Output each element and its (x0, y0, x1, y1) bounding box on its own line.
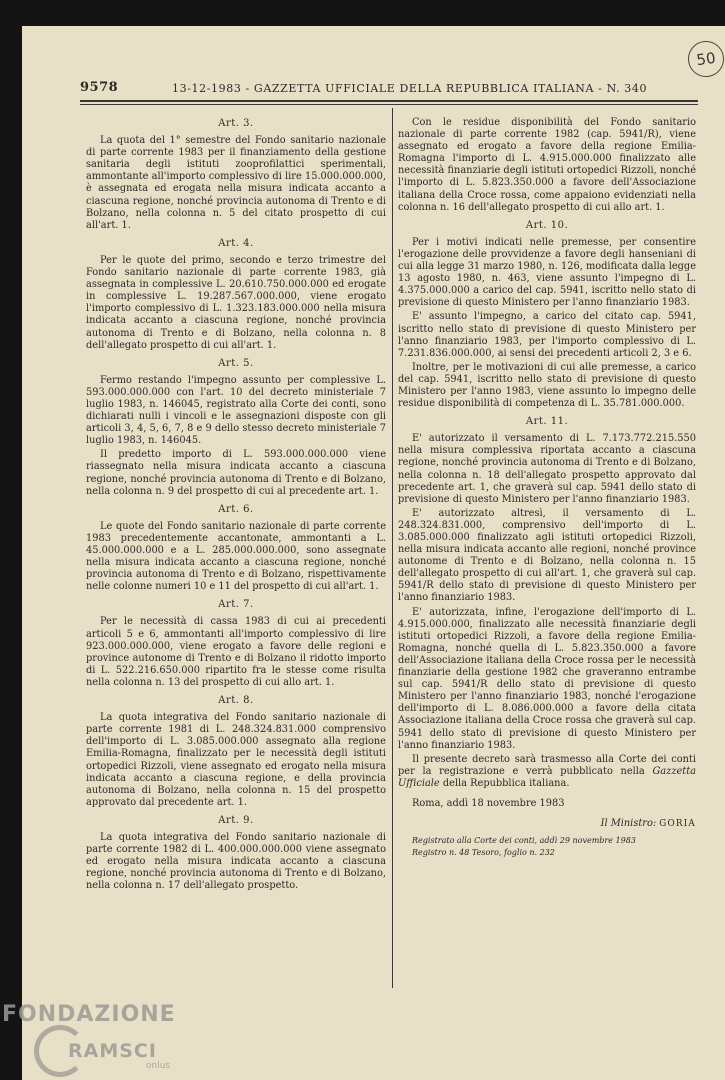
article-paragraph: Con le residue disponibilità del Fondo sanitario nazionale di parte corrente 1982 (cap. 5941/R), viene assegnato ed erogato a favore della regione Emilia-Romagna l'importo di L. 4.915.000.000 finalizzato alle necessità finanziarie degli istituti ortopedici Rizzoli, nonché l'importo di L. 5.823.350.000 a favore dell'Associazione italiana della Croce rossa, come appaiono evidenziati nella colonna n. 16 dell'allegato prospetto di cui allo art. 1. (398, 117, 696, 213)
article-paragraph: Il predetto importo di L. 593.000.000.000 viene riassegnato nella misura indicata accanto a ciascuna regione, nonché provincia autonoma di Trento e di Bolzano, nella colonna n. 9 del prospetto di cui al precedente art. 1. (86, 449, 386, 497)
article-heading: Art. 11. (525, 416, 569, 428)
article-heading: Art. 6. (218, 503, 254, 515)
article-heading: Art. 8. (218, 695, 254, 707)
article-heading: Art. 10. (525, 219, 569, 231)
header-rule-thin (80, 104, 698, 105)
minister-name: GORIA (659, 819, 696, 830)
article-heading: Art. 7. (218, 599, 254, 611)
right-column (398, 117, 696, 860)
article-paragraph: La quota del 1° semestre del Fondo sanitario nazionale di parte corrente 1983 per il finanziamento della gestione sanitaria degli istituti zooprofilattici sperimentali, ammontante all'importo complessivo di lire 15.000.000.000, è assegnata ed erogata nella misura indicata accanto a ciascuna regione, nonché provincia autonoma di Trento e di Bolzano, nella colonna n. 5 del citato prospetto di cui all'art. 1. (86, 135, 386, 231)
article-paragraph: Le quote del Fondo sanitario nazionale di parte corrente 1983 precedentemente accantonate, ammontanti a L. 45.000.000.000 e a L. 285.000.000.000, sono assegnate nella misura indicata accanto a ciascuna regione, nonché provincia autonoma di Trento e di Bolzano, rispettivamente nelle colonne numeri 10 e 11 del prospetto di cui all'art. 1. (86, 520, 386, 593)
closing-paragraph (398, 754, 696, 790)
page-number: 9578 (80, 80, 119, 95)
page-header (80, 78, 698, 96)
article-paragraph: Inoltre, per le motivazioni di cui alle premesse, a carico del cap. 5941, iscritto nello stato di previsione di questo Ministero per l'anno 1983, viene assunto lo impegno delle residue disponibilità di competenza di L. 35.781.000.000. (398, 361, 696, 410)
article-paragraph: Fermo restando l'impegno assunto per complessive L. 593.000.000.000 con l'art. 10 del decreto ministeriale 7 luglio 1983, n. 146045, registrato alla Corte dei conti, sono dichiarati nulli i vincoli e le assegnazioni disposte con gli articoli 3, 4, 5, 6, 7, 8 e 9 dello stesso decreto ministeriale 7 luglio 1983, n. 146045. (86, 374, 386, 447)
signing-date: Roma, addì 18 novembre 1983 (412, 797, 565, 809)
column-divider (392, 108, 393, 988)
article-paragraph: E' autorizzato altresì, il versamento di L. 248.324.831.000, comprensivo dell'importo di L. 3.085.000.000 finalizzato agli istituti ortopedici Rizzoli, nella misura indicata accanto alle regioni, nonché province autonome di Trento e di Bolzano, nella colonna n. 15 dell'allegato prospetto di cui all'art. 1, che graverà sul cap. 5941/R dello stato di previsione di questo Ministero per l'anno finanziario 1983. (398, 507, 696, 604)
article-heading: Art. 4. (218, 237, 254, 249)
minister-signature (398, 818, 696, 830)
article-paragraph: Per le quote del primo, secondo e terzo trimestre del Fondo sanitario nazionale di parte corrente 1983, già assegnata in complessive L. 20.610.750.000.000 ed erogate in complessive L. 19.287.567.000.000, viene erogato l'importo complessivo di L. 1.323.183.000.000 nella misura indicata accanto a ciascuna regione, nonché provincia autonoma di Trento e di Bolzano, nella colonna n. 8 dell'allegato prospetto di cui all'art. 1. (86, 254, 386, 351)
article-heading: Art. 5. (218, 357, 254, 369)
header-rule (80, 100, 698, 102)
left-column (86, 118, 386, 894)
article-paragraph: Per le necessità di cassa 1983 di cui ai precedenti articoli 5 e 6, ammontanti all'importo complessivo di lire 923.000.000.000, viene erogato a favore delle regioni e province autonome di Trento e di Bolzano il ridotto importo di L. 522.216.650.000 ripartito fra le stesse come risulta nella colonna n. 13 del prospetto di cui allo art. 1. (86, 616, 386, 688)
article-paragraph: E' autorizzata, infine, l'erogazione dell'importo di L. 4.915.000.000, finalizzato alle necessità finanziarie degli istituti ortopedici Rizzoli, a favore della regione Emilia-Romagna, nonché quella di L. 5.823.350.000 a favore dell'Associazione italiana della Croce rossa per le necessità finanziarie della gestione 1982 che graveranno entrambe sul cap. 5941/R dello stato di previsione di questo Ministero per l'anno finanziario 1983, nonché l'erogazione dell'importo di L. 8.086.000.000 a favore della citata Associazione italiana della Croce rossa che graverà sul cap. 5941 dello stato di previsione di questo Ministero per l'anno finanziario 1983. (398, 606, 696, 751)
article-paragraph: E' autorizzato il versamento di L. 7.173.772.215.550 nella misura complessiva riportata accanto a ciascuna regione, nonché provincia autonoma di Trento e di Bolzano, nella colonna n. 18 dell'allegato prospetto approvato dal precedente art. 1, che graverà sul cap. 5941 dello stato di previsione di questo Ministero per l'anno finanziario 1983. (398, 433, 696, 505)
gazette-name: Gazzetta Ufficiale (398, 765, 696, 789)
article-paragraph: Per i motivi indicati nelle premesse, per consentire l'erogazione delle provvidenze a favore degli hanseniani di cui alla legge 31 marzo 1980, n. 126, modificata dalla legge 13 agosto 1980, n. 463, viene assunto l'impegno di L. 4.375.000.000 a carico del cap. 5941, iscritto nello stato di previsione di questo Ministero per l'anno finanziario 1983. (398, 236, 696, 309)
article-heading: Art. 9. (218, 814, 254, 826)
registration-note: Registrato alla Corte dei conti, addì 29 novembre 1983 (412, 836, 636, 846)
closing-text-post: della Repubblica italiana. (439, 777, 570, 789)
article-paragraph: E' assunto l'impegno, a carico del citato cap. 5941, iscritto nello stato di previsione di questo Ministero per l'anno finanziario 1983, per l'importo complessivo di L. 7.231.836.000.000, ai sensi dei precedenti articoli 2, 3 e 6. (398, 311, 696, 359)
watermark-text: onlus (146, 1061, 171, 1071)
watermark-text: FONDAZIONE (2, 1002, 176, 1027)
minister-label: Il Ministro: (600, 818, 657, 830)
gazette-page (22, 26, 725, 1080)
article-heading: Art. 3. (218, 118, 254, 129)
handwritten-page-number: 50 (686, 39, 725, 80)
article-paragraph: La quota integrativa del Fondo sanitario nazionale di parte corrente 1982 di L. 400.000.000.000 viene assegnato ed erogato nella misura indicata accanto a ciascuna regione, nonché provincia autonoma di Trento e di Bolzano, nella colonna n. 17 dell'allegato prospetto. (86, 831, 386, 892)
watermark-text: RAMSCI (68, 1040, 157, 1062)
registration-note: Registro n. 48 Tesoro, foglio n. 232 (412, 848, 555, 858)
article-paragraph: La quota integrativa del Fondo sanitario nazionale di parte corrente 1981 di L. 248.324.831.000 comprensivo dell'importo di L. 3.085.000.000 assegnato alla regione Emilia-Romagna, finalizzato per le necessità degli istituti ortopedici Rizzoli, viene assegnato ed erogato nella misura indicata accanto a ciascuna regione, e della provincia autonoma di Bolzano, nella colonna n. 15 del prospetto approvato dal precedente art. 1. (86, 712, 386, 808)
closing-text-pre: Il presente decreto sarà trasmesso alla Corte dei conti per la registrazione e verrà pubblicato nella (398, 753, 696, 777)
header-title: 13-12-1983 - GAZZETTA UFFICIALE DELLA REPUBBLICA ITALIANA - N. 340 (172, 82, 648, 95)
